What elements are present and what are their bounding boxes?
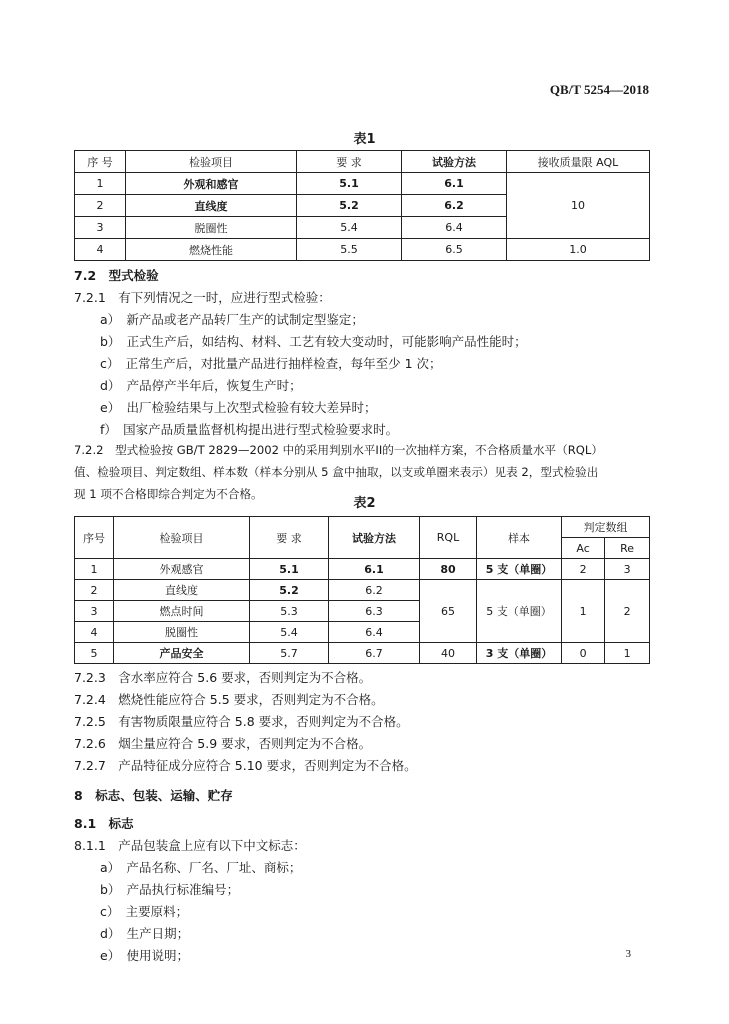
- list-item: b） 产品执行标准编号；: [100, 882, 240, 897]
- list-item: f） 国家产品质量监督机构提出进行型式检验要求时。: [100, 422, 399, 437]
- cell: 5: [75, 643, 114, 664]
- clause-8-1-1: 8.1.1 产品包装盒上应有以下中文标志：: [74, 838, 306, 853]
- col-header: 样本: [477, 517, 562, 559]
- col-header: 要 求: [297, 151, 402, 173]
- cell: 5.3: [250, 601, 329, 622]
- cell: 1: [75, 173, 126, 195]
- cell-rql-merged: 65: [420, 580, 477, 643]
- clause-7-2-4: 7.2.4 燃烧性能应符合 5.5 要求，否则判定为不合格。: [74, 692, 384, 707]
- cell: 4: [75, 239, 126, 261]
- table-row: [75, 559, 650, 580]
- cell: 6.4: [329, 622, 420, 643]
- cell: 1.0: [507, 239, 650, 261]
- table-row: [75, 580, 650, 601]
- cell: 脱圈性: [126, 217, 297, 239]
- cell: 2: [562, 559, 605, 580]
- cell: 5.2: [297, 195, 402, 217]
- table-header-row: [75, 151, 650, 173]
- list-item: a） 产品名称、厂名、厂址、商标；: [100, 860, 302, 875]
- table-row: [75, 239, 650, 261]
- cell: 5.2: [250, 580, 329, 601]
- cell: 外观感官: [114, 559, 250, 580]
- clause-7-2-5: 7.2.5 有害物质限量应符合 5.8 要求，否则判定为不合格。: [74, 714, 409, 729]
- cell: 2: [75, 580, 114, 601]
- cell: 3: [605, 559, 650, 580]
- cell: 6.3: [329, 601, 420, 622]
- cell-re-merged: 2: [605, 580, 650, 643]
- col-header: 要 求: [250, 517, 329, 559]
- cell: 6.2: [329, 580, 420, 601]
- list-item: b） 正式生产后，如结构、材料、工艺有较大变动时，可能影响产品性能时；: [100, 334, 527, 349]
- list-item: c） 主要原料；: [100, 904, 189, 919]
- cell: 直线度: [114, 580, 250, 601]
- cell: 5.1: [250, 559, 329, 580]
- cell: 6.2: [402, 195, 507, 217]
- cell: 2: [75, 195, 126, 217]
- col-header: RQL: [420, 517, 477, 559]
- cell: 6.1: [329, 559, 420, 580]
- col-header: 序号: [75, 517, 114, 559]
- col-header: 序 号: [75, 151, 126, 173]
- cell: 6.4: [402, 217, 507, 239]
- cell: 6.1: [402, 173, 507, 195]
- cell: 1: [75, 559, 114, 580]
- list-item: e） 使用说明；: [100, 948, 189, 963]
- clause-7-2-3: 7.2.3 含水率应符合 5.6 要求，否则判定为不合格。: [74, 670, 372, 685]
- cell: 6.5: [402, 239, 507, 261]
- col-header: 检验项目: [126, 151, 297, 173]
- clause-7-2-6: 7.2.6 烟尘量应符合 5.9 要求，否则判定为不合格。: [74, 736, 372, 751]
- cell: 5.4: [297, 217, 402, 239]
- col-header: Ac: [562, 538, 605, 559]
- cell: 6.7: [329, 643, 420, 664]
- cell: 5.1: [297, 173, 402, 195]
- list-item: d） 产品停产半年后，恢复生产时；: [100, 378, 302, 393]
- cell: 40: [420, 643, 477, 664]
- cell: 3: [75, 217, 126, 239]
- col-header: 试验方法: [329, 517, 420, 559]
- col-header: 判定数组: [562, 517, 650, 538]
- cell: 80: [420, 559, 477, 580]
- col-header: Re: [605, 538, 650, 559]
- table-header-row: [75, 517, 650, 538]
- section-7-2-title: 7.2 型式检验: [74, 268, 159, 283]
- list-item: a） 新产品或老产品转厂生产的试制定型鉴定；: [100, 312, 364, 327]
- clause-7-2-2-line2: 值、检验项目、判定数组、样本数（样本分别从 5 盒中抽取，以支或单圈来表示）见表 2，型式检验出: [74, 465, 599, 479]
- cell: 5 支（单圈）: [477, 559, 562, 580]
- list-item: c） 正常生产后，对批量产品进行抽样检查，每年至少 1 次；: [100, 356, 442, 371]
- cell: 外观和感官: [126, 173, 297, 195]
- cell: 燃烧性能: [126, 239, 297, 261]
- col-header: 接收质量限 AQL: [507, 151, 650, 173]
- cell: 直线度: [126, 195, 297, 217]
- page-number: 3: [625, 948, 631, 960]
- clause-7-2-2-line3: 现 1 项不合格即综合判定为不合格。: [74, 487, 263, 501]
- cell: 0: [562, 643, 605, 664]
- col-header: 试验方法: [402, 151, 507, 173]
- list-item: e） 出厂检验结果与上次型式检验有较大差异时；: [100, 400, 377, 415]
- standard-code: QB/T 5254—2018: [549, 82, 649, 97]
- table-row: [75, 173, 650, 195]
- table-row: [75, 643, 650, 664]
- cell: 脱圈性: [114, 622, 250, 643]
- cell: 5.7: [250, 643, 329, 664]
- cell-ac-merged: 1: [562, 580, 605, 643]
- list-item: d） 生产日期；: [100, 926, 190, 941]
- clause-7-2-7: 7.2.7 产品特征成分应符合 5.10 要求，否则判定为不合格。: [74, 758, 417, 773]
- cell: 3 支（单圈）: [477, 643, 562, 664]
- cell: 产品安全: [114, 643, 250, 664]
- section-8-title: 8 标志、包装、运输、贮存: [74, 788, 233, 803]
- clause-7-2-2-line1: 7.2.2 型式检验按 GB/T 2829—2002 中的采用判别水平II的一次抽样方案，不合格质量水平（RQL）: [74, 443, 603, 457]
- cell-sample-merged: 5 支（单圈）: [477, 580, 562, 643]
- cell-aql-merged: 10: [507, 173, 650, 239]
- cell: 5.4: [250, 622, 329, 643]
- col-header: 检验项目: [114, 517, 250, 559]
- table2-caption: 表2: [353, 496, 376, 511]
- cell: 3: [75, 601, 114, 622]
- table-1: [74, 150, 650, 261]
- cell: 1: [605, 643, 650, 664]
- cell: 燃点时间: [114, 601, 250, 622]
- section-8-1-title: 8.1 标志: [74, 816, 134, 831]
- table1-caption: 表1: [353, 132, 376, 147]
- clause-7-2-1: 7.2.1 有下列情况之一时，应进行型式检验：: [74, 290, 331, 305]
- cell: 4: [75, 622, 114, 643]
- table-2: [74, 516, 650, 664]
- cell: 5.5: [297, 239, 402, 261]
